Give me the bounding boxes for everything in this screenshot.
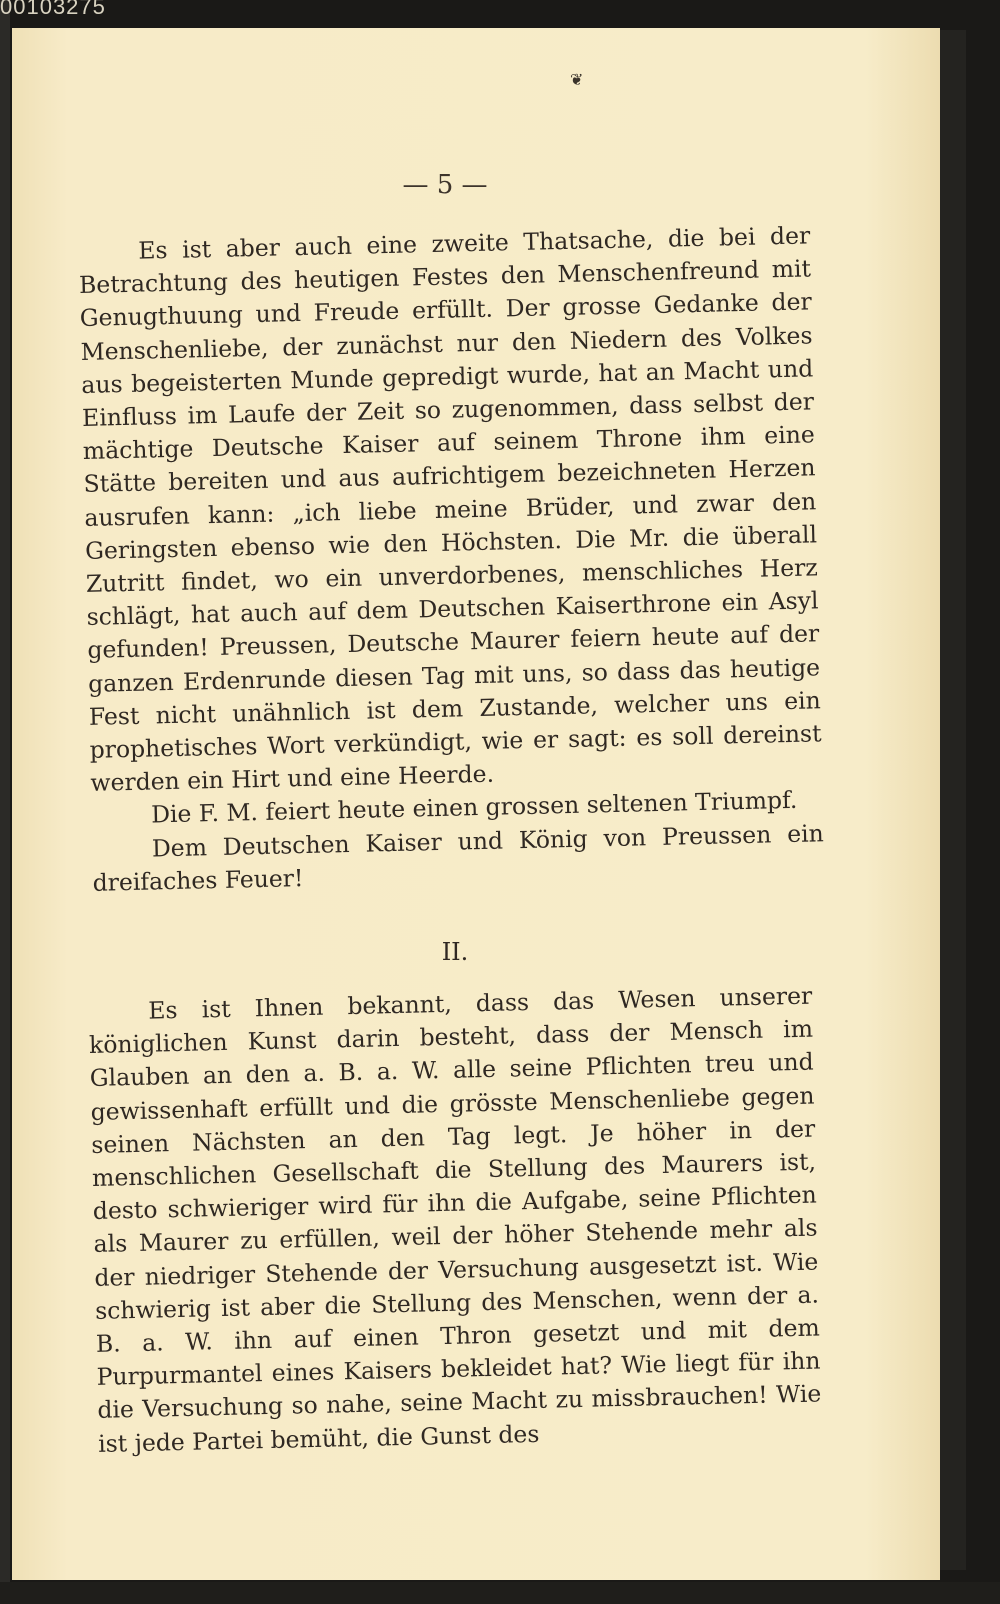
paragraph: Dem Deutschen Kaiser und König von Preussen ein dreifaches Feuer! [92,818,825,897]
paragraph: Es ist aber auch eine zweite Thatsache, die bei der Betrachtung des heutigen Festes den Menschenfreund mit Genugthuung und Freude erfüllt. Der grosse Gedanke der Menschenliebe, der zunächst nur den Niedern des Volkes aus begeisterten Munde gepredigt wurde, hat an Macht und Einfluss im Laufe der Zeit so zugenommen, dass selbst der mächtige Deutsche Kaiser auf seinem Throne ihm eine Stätte bereiten und aus aufrichtigem bezeichneten Herzen ausrufen kann: „ich liebe meine Brüder, und zwar den Geringsten ebenso wie den Höchsten. Die Mr. die überall Zutritt findet, wo ein unverdorbenes, menschliches Herz schlägt, hat auch auf dem Deutschen Kaiserthrone ein Asyl gefunden! Preussen, Deutsche Maurer feiern heute auf der ganzen Erdenrunde diesen Tag mit uns, so dass das heutige Fest nicht unähnlich ist dem Zustande, welcher uns ein prophetisches Wort verkündigt, wie er sagt: es soll dereinst werden ein Hirt und eine Heerde. [78,221,822,798]
scan-left-edge [0,0,10,1604]
paragraph: Es ist Ihnen bekannt, dass das Wesen unserer königlichen Kunst darin besteht, dass der Mensch im Glauben an den a. B. a. W. alle seine Pflichten treu und gewissenhaft erfüllt und die grösste Menschenliebe gegen seinen Nächsten an den Tag legt. Je höher in der menschlichen Gesellschaft die Stellung des Maurers ist, desto schwieriger wird für ihn die Aufgabe, seine Pflichten als Maurer zu erfüllen, weil der höher Stehende mehr als der niedriger Stehende der Versuchung ausgesetzt ist. Wie schwierig ist aber die Stellung des Menschen, wenn der a. B. a. W. ihn auf einen Thron gesetzt und mit dem Purpurmantel eines Kaisers bekleidet hat? Wie liegt für ihn die Versuchung so nahe, seine Macht zu missbrauchen! Wie ist jede Partei bemüht, die Gunst des [88,981,822,1458]
paragraph: Die F. M. feiert heute einen grossen seltenen Triumpf. [150,786,798,829]
scan-bottom-edge [0,1582,1000,1604]
page-number: — 5 — [402,170,488,200]
ornament-mark: ❦ [570,70,584,89]
scan-right-edge [940,30,966,1570]
section-1-text [78,219,825,899]
scan-id-label: 00103275 [0,0,106,19]
section-2-text [88,980,822,1461]
section-heading: II. [441,938,469,966]
